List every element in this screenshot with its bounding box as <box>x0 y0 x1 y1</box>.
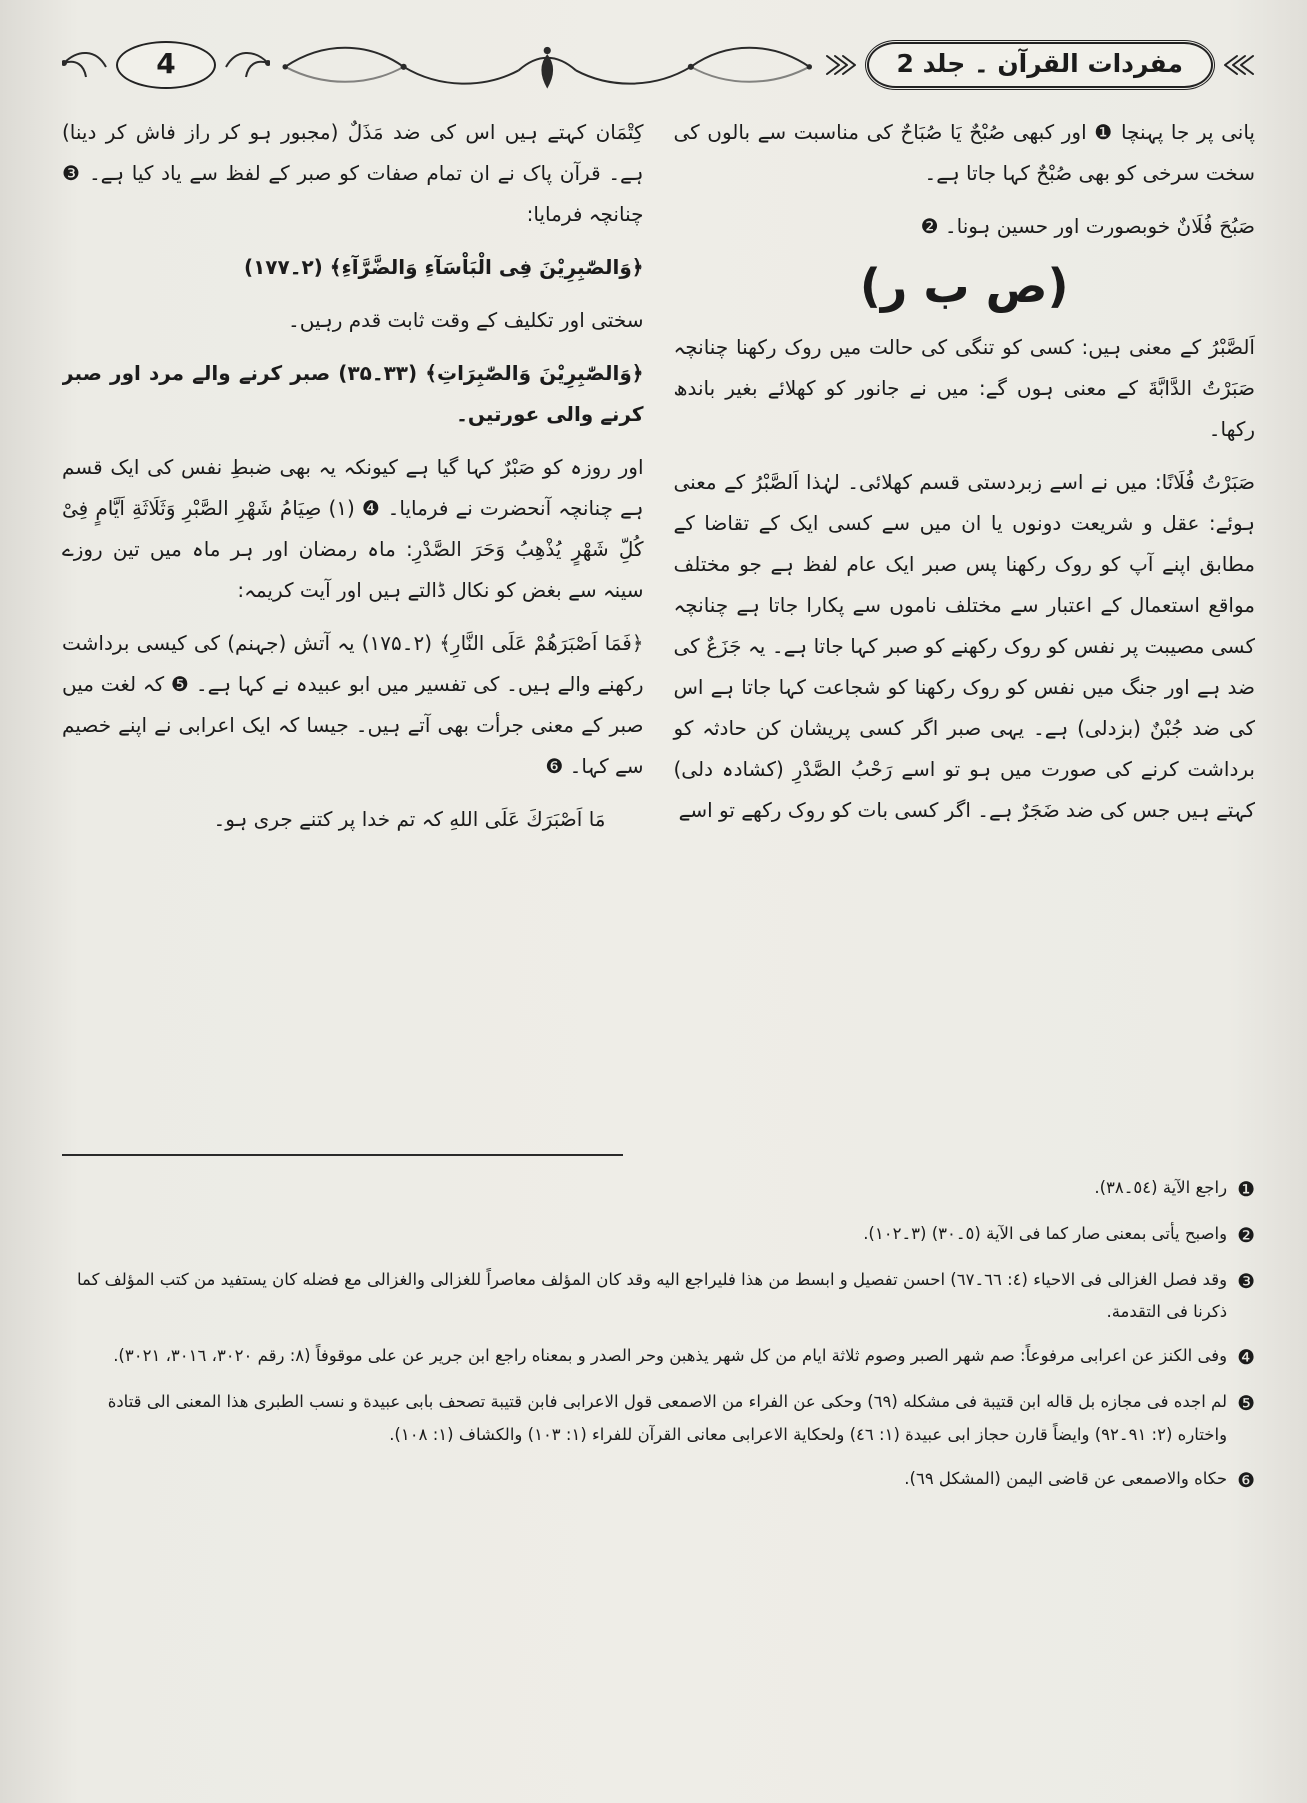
footnote-marker: ❺ <box>1237 1391 1255 1416</box>
footnote-text: واصبح يأتی بمعنى صار كما فی الآية (٥۔٣٠) (٣۔١٠٢). <box>863 1224 1228 1243</box>
book-title-cartouche <box>867 42 1214 88</box>
paragraph: ﴿فَمَا اَصْبَرَهُمْ عَلَی النَّارِ﴾ (۲۔۱۷۵) یہ آتش (جہنم) کی کیسی برداشت رکھنے والے ہیں۔ کی تفسیر میں ابو عبیدہ نے کہا ہے۔ ❺ کہ لغت میں صبر کے معنی جرأت بھی آتے ہیں۔ جیسا کہ ایک اعرابی نے اپنے خصیم سے کہا۔ ❻ <box>62 631 644 778</box>
footnote-item <box>68 1340 1255 1374</box>
paragraph: اَلصَّبْرُ کے معنی ہیں: کسی کو تنگی کی حالت میں روک رکھنا چنانچہ صَبَرْتُ الدَّابَّةَ کے معنی ہوں گے: میں نے جانور کو کھلائے بغیر باندھ رکھا۔ <box>673 335 1255 441</box>
footnotes <box>62 1172 1255 1497</box>
paragraph: صَبُحَ فُلَانٌ خوبصورت اور حسین ہونا۔ ❷ <box>920 214 1255 238</box>
footnote-marker: ❹ <box>1237 1345 1255 1370</box>
footnote-item <box>68 1264 1255 1328</box>
footnote-text: وقد فصل الغزالی فی الاحياء (٤: ٦٦۔٦٧) احسن تفصيل و ابسط من هذا فليراجع اليه وقد كان المؤلف معاصراً للغزالی والغزالی مع فضله كان يستفيد من كتب المؤلف كما ذكرنا فی التقدمة. <box>77 1270 1228 1322</box>
footnote-item <box>68 1386 1255 1450</box>
right-column <box>674 112 1256 1134</box>
footnote-separator <box>62 1154 623 1156</box>
chevron-ornament-icon <box>1221 53 1255 77</box>
footnote-item <box>68 1218 1255 1252</box>
arabic-quote: مَا اَصْبَرَكَ عَلَی اللهِ کہ تم خدا پر کتنے جری ہو۔ <box>213 807 606 831</box>
page-header <box>62 28 1255 102</box>
book-title: مفردات القرآن ۔ جلد 2 <box>896 49 1183 78</box>
paragraph: صَبَرْتُ فُلَانًا: میں نے اسے زبردستی قسم کھلائی۔ لہٰذا اَلصَّبْرُ کے معنی ہوئے: عقل و شریعت دونوں یا ان میں سے کسی ایک کے تقاضا کے مطابق اپنے آپ کو روک رکھنا پس صبر ایک عام لفظ ہے جو مختلف مواقع استعمال کے اعتبار سے مختلف ناموں سے پکارا جاتا ہے چنانچہ کسی مصیبت پر نفس کو روک رکھنے کو صبر کہا جاتا ہے۔ یہ جَزَعٌ کی ضد ہے اور جنگ میں نفس کو روک رکھنا کو شجاعت کہا جاتا ہے اس کی ضد جُبْنٌ (بزدلی) ہے۔ یہی صبر اگر کسی پریشان کن حادثہ کو برداشت کرنے کی صورت میں ہو تو اسے رَحْبُ الصَّدْرِ (کشادہ دلی) کہتے ہیں جس کی ضد ضَجَرٌ ہے۔ اگر کسی بات کو روک رکھے تو اسے <box>673 470 1255 822</box>
floral-flourish-icon <box>278 36 817 94</box>
footnote-marker: ❻ <box>1237 1467 1255 1492</box>
footnote-marker: ❶ <box>1237 1177 1255 1201</box>
quran-verse: ﴿وَالصّٰبِرِيْنَ فِی الْبَاْسَآءِ وَالضَّرَّآءِ﴾ (۲۔۱۷۷) <box>243 255 644 279</box>
paragraph: کِتْمَان کہتے ہیں اس کی ضد مَذَلٌ (مجبور ہو کر راز فاش کر دینا) ہے۔ قرآن پاک نے ان تمام صفات کو صبر کے لفظ سے یاد کیا ہے۔ ❸ چنانچہ فرمایا: <box>62 120 644 226</box>
footnote-text: لم اجده فی مجازه بل قاله ابن قتيبة فی مشكله (٦٩) وحكى عن الفراء من الاصمعی قول الاعرابی فابن قتيبة تصحف بابی عبيدة و نسب الطبری هذا المعنى الى قتادة واختاره (٢: ٩١۔٩٢) وايضاً قارن حجاز ابی عبيدة (١: ٤٦) ولحكاية الاعرابی معانی القرآن للفراء (١: ١٠٣) والكشاف (١: ١٠٨). <box>107 1392 1228 1444</box>
chevron-ornament-icon <box>825 53 859 77</box>
footnote-marker: ❷ <box>1237 1223 1255 1247</box>
left-column <box>62 112 644 1134</box>
footnote-item <box>68 1463 1255 1497</box>
leaf-ornament-icon <box>224 45 270 85</box>
quran-verse: ﴿وَالصّٰبِرِيْنَ وَالصّٰبِرَاتِ﴾ (۳۳۔۳۵) صبر کرنے والے مرد اور صبر کرنے والی عورتیں۔ <box>62 361 644 426</box>
footnote-text: وفی الكنز عن اعرابی مرفوعاً: صم شهر الصبر وصوم ثلاثة ايام من كل شهر يذهبن وحر الصدر و بمعناه راجع ابن جرير عن علی موقوفاً (٨: رقم ٣٠٢٠، ٣٠١٦، ٣٠٢١). <box>113 1346 1228 1366</box>
page-number: 4 <box>156 46 176 80</box>
footnote-marker: ❸ <box>1237 1269 1255 1293</box>
paragraph: اور روزہ کو صَبْرٌ کہا گیا ہے کیونکہ یہ بھی ضبطِ نفس کی ایک قسم ہے چنانچہ آنحضرت نے فرمایا۔ ❹ (۱) صِيَامُ شَهْرِ الصَّبْرِ وَثَلَاثَةِ اَيَّامٍ فِیْ كُلِّ شَهْرٍ يُذْهِبُ وَحَرَ الصَّدْرِ: ماہ رمضان اور ہر ماہ میں تین روزے سینہ سے بغض کو نکال ڈالتے ہیں اور آیت کریمہ: <box>62 455 644 602</box>
page-number-oval <box>116 41 216 89</box>
page-body <box>62 112 1255 1134</box>
footnote-text: حكاه والاصمعی عن قاضی اليمن (المشكل ٦٩). <box>904 1468 1228 1488</box>
leaf-ornament-icon <box>62 45 108 85</box>
paragraph: پانی پر جا پہنچا ❶ اور کبھی صُبْحٌ یَا صُبَاحٌ کی مناسبت سے بالوں کی سخت سرخی کو بھی صُبْحٌ کہا جاتا ہے۔ <box>673 120 1255 185</box>
footnote-text: راجع الآية (٥٤۔٣٨). <box>1094 1178 1228 1197</box>
section-heading: (ص ب ر) <box>859 259 1069 313</box>
paragraph: سختی اور تکلیف کے وقت ثابت قدم رہیں۔ <box>288 308 644 332</box>
footnote-item <box>68 1172 1255 1206</box>
